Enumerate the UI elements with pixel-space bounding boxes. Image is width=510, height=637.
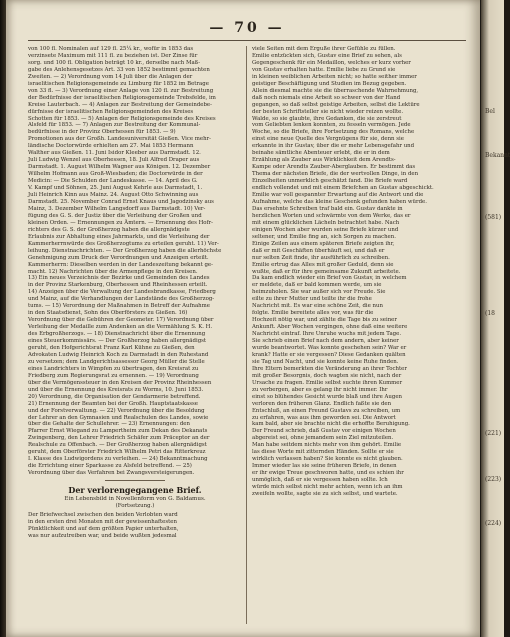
text-line: Der Freund schrieb, daß Gustav vor einigen Wochen: [252, 428, 396, 435]
text-line: krank? Hatte er sie vergessen? Diese Gedanken quälten: [252, 351, 406, 358]
text-line: Zwingenberg, den Lehrer Friedrich Schäfer zum Präceptor an der: [28, 435, 210, 442]
text-line: folgte. Emilie bereitete alles vor, was für die: [252, 310, 374, 317]
facing-page-fragment: (581): [485, 214, 502, 221]
text-line: macht. 12) Nachrichten über die Armenpflege in den Kreisen.: [28, 268, 198, 275]
text-line: 14) Anzeigen über die Verwaltung der Landesbrandkasse, Friedberg: [28, 289, 216, 296]
text-line: nur selten Zeit finde, ihr ausführlich zu schreiben.: [252, 254, 390, 261]
story-continuation-note: (Fortsetzung.): [115, 503, 155, 510]
text-line: daß er mit Geschäften überhäuft sei, und daß er: [252, 247, 385, 254]
text-line: Emilie war voll gespannter Erwartung auf die Antwort und die: [252, 192, 424, 199]
text-line: Einzelheiten unmerklich geschätzt fand. Die Briefe ward: [252, 178, 408, 185]
text-line: mit großer Besorgnis, doch wagten sie nicht, nach der: [252, 372, 402, 379]
text-line: gegangen, so daß selbst geistige Arbeiten, selbst die Lektüre: [252, 101, 420, 108]
text-line: Emilie ertrug das Alles mit großer Geduld, denn sie: [252, 261, 394, 268]
text-line: Nachricht mit. Es war eine schöne Zeit, die nun: [252, 303, 383, 310]
text-line: einst eine neue Quelle des Vergnügens für sie, denn sie: [252, 136, 404, 143]
text-line: einst so blühendes Gesicht wurde blaß und ihre Augen: [252, 393, 402, 400]
column-divider: [246, 46, 247, 624]
text-line: Der Briefwechsel zwischen den beiden Verlobten ward: [28, 512, 178, 519]
text-line: Immer wieder las sie seine früheren Briefe, in denen: [252, 463, 397, 470]
text-line: seltener, und Emilie fing an, sich Sorgen zu machen.: [252, 233, 396, 240]
facing-page-fragment: Bel: [485, 108, 495, 115]
text-line: eines Steuerkommissärs. — Der Großherzog haben allergnädigst: [28, 338, 207, 345]
text-line: Verordnung über die Gebühren der Geometer. 17) Verordnung über: [28, 317, 214, 324]
text-line: beinahe sämtliche Abenteuer erlebt, die er in dem: [252, 150, 390, 157]
text-line: vom Geliebten lenken konnten, zu fesseln vermögen. Jede: [252, 122, 411, 129]
text-line: 21) Ernennung der Beamten bei der Großh. Hauptstaatskasse: [28, 400, 198, 407]
header-rule: [28, 40, 466, 41]
text-line: mit einem glücklichen Lächeln betrachtet habe. Nach: [252, 219, 400, 226]
text-line: in den ersten drei Monaten mit der gewissenhaftesten: [28, 519, 177, 526]
text-line: Realschule zu Offenbach. — Der Großherzog haben allergnädigst: [28, 442, 207, 449]
text-line: eines Landrichters in Wimpfen zu übertragen, den Kreisrat zu: [28, 365, 199, 372]
text-line: Wilhelm Hofmann aus Groß-Wiesbaden; die Doctorwürde in der: [28, 171, 203, 178]
text-line: zu verbergen, aber es gelang ihr nicht immer. Ihr: [252, 386, 388, 393]
text-line: Einige Zeilen aus einem späteren Briefe zeigten ihr,: [252, 240, 395, 247]
text-line: Kammerherrnwürde des Großherzogtums zu erteilen geruht. 11) Ver-: [28, 240, 219, 247]
text-line: fügung des G. S. der Justiz über die Verleihung der Großen und: [28, 212, 202, 219]
text-line: verloren den früheren Glanz. Endlich faßte sie den: [252, 400, 392, 407]
story-subtitle: Ein Lebensbild in Novellenform von G. Baldamus.: [64, 496, 206, 503]
text-line: Woche, so die Briefe, ihre Fortsetzung des Romans, welche: [252, 129, 415, 136]
text-line: die Errichtung einer Sparkasse zu Alsfeld betreffend. — 25): [28, 463, 192, 470]
text-line: sorg. und 100 fl. Obligation beträgt 10 kr., derselbe nach Maß-: [28, 59, 201, 66]
text-line: Pünktlichkeit und auf dem größten Papier unterhalten,: [28, 526, 179, 532]
text-line: geruht, den Hofgerichtsrat Franz Karl Kühne zu Gießen, den: [28, 344, 195, 351]
text-line: über die Gehalte der Schullehrer. — 23) Ernennungen: den: [28, 421, 190, 428]
text-line: Allein diesmal machte sie die überraschende Wahrnehmung,: [252, 87, 419, 94]
text-line: Genehmigung zum Druck der Verordnungen und Anzeigen erteilt.: [28, 254, 209, 261]
left-column: [28, 46, 242, 626]
text-line: er ihr ewige Treue geschworen hatte, und es schien ihr: [252, 470, 404, 477]
text-line: Zweiten. — 2) Verordnung vom 14 Juli über die Anlagen der: [28, 73, 193, 80]
text-line: unmöglich, daß er sie vergessen haben sollte. Ich: [252, 477, 388, 484]
text-line: gabe des Anlehensgesetzes Art. 33 von 1852 bestimmt gemachten: [28, 66, 210, 73]
text-line: wurde beantwortet. Was konnte geschehen sein? War er: [252, 344, 407, 351]
text-line: Entschluß, an einen Freund Gustavs zu schreiben, um: [252, 407, 401, 414]
text-line: bedürfnisse in der Provinz Oberhessen für 1853. — 9): [28, 129, 176, 136]
text-line: Advokaten Ludwig Heinrich Koch zu Darmstadt in den Ruhestand: [28, 351, 209, 358]
text-line: israelitischen Religionsgemeinde zu Limburg für 1852 im Betrage: [28, 80, 209, 87]
text-line: ländische Doctorwürde erhielten am 27. Mai 1853 Hermann: [28, 143, 194, 150]
text-line: Nachricht eintraf. Ihre Unruhe wuchs mit jedem Tage.: [252, 331, 402, 338]
text-line: kam bald, aber sie brachte nicht die erhoffte Beruhigung.: [252, 421, 410, 428]
text-line: 20) Verordnung, die Organisation der Gendarmerie betreffend.: [28, 393, 201, 400]
text-line: von 100 fl. Nominalen auf 129 fl. 25¼ kr., wofür in 1853 das: [28, 46, 194, 52]
text-line: leihung. Dienstnachrichten. — Der Großherzog haben die allerhöchste: [28, 247, 222, 254]
text-line: der Bedürfnisse der israelitischen Religionsgemeinde Trebsfelde, im: [28, 94, 216, 101]
text-line: Sie schrieb einen Brief nach dem andern, aber keiner: [252, 338, 399, 345]
text-line: Ihre Eltern bemerkten die Veränderung an ihrer Tochter: [252, 365, 407, 372]
text-line: Friedberg zum Regierungsrat zu ernennen. — 19) Verordnung: [28, 372, 199, 379]
text-line: viele Seiten mit dem Erguße ihrer Gefühle zu füllen.: [252, 46, 396, 52]
text-line: von Gustav erhalten hatte. Emilie liebe zu Grund sie: [252, 66, 396, 73]
text-line: daß noch niemals eine Arbeit so schwer von der Hand: [252, 94, 401, 101]
text-line: kleinen Orden. — Ernennungen zu Ämtern. — Ernennung des Hofr-: [28, 219, 213, 226]
text-line: von 33 fl. — 3) Verordnung einer Anlage von 120 fl. zur Bestreitung: [28, 87, 214, 94]
text-line: Medicin: — Die Schulden der Landeskasse. — 14. April des G.: [28, 178, 198, 185]
text-line: Darmstadt. 25. November Conrad Ernst Knaus und Jagodzinsky aus: [28, 198, 214, 205]
text-line: Ankunft. Aber Wochen vergingen, ohne daß eine weitere: [252, 324, 408, 331]
text-line: tums. — 15) Verordnung der Maßnahmen in Betreff der Aufnahme: [28, 303, 210, 310]
text-line: Hochzeit nötig war, und zählte die Tage bis zu seiner: [252, 317, 397, 324]
text-line: Darmstadt. 1. August Wilhelm Wagner aus Königen. 12. Dezember: [28, 164, 211, 171]
text-line: verzinsete Maximum mit 111 fl. zu beziehen ist. Der Zinse für: [28, 52, 198, 59]
text-line: und der Forstverwaltung. — 22) Verordnung über die Besoldung: [28, 407, 205, 414]
text-line: Man habe seitdem nichts mehr von ihm gehört. Emilie: [252, 442, 402, 449]
text-line: Walther aus Gießen. 11. Juni Isidor Kleeber aus Darmstadt. 12.: [28, 150, 201, 157]
text-line: las diese Worte mit zitternden Händen. Sollte er sie: [252, 449, 394, 456]
text-line: Emilie entzückten sich, Gustav eine Brief zu sehen, als: [252, 52, 402, 59]
newspaper-page: [6, 0, 480, 637]
text-line: was nur aufzutreiben war, und beide wußten jedesmal: [28, 532, 177, 539]
text-line: abgereist sei, ohne jemandem sein Ziel mitzuteilen.: [252, 435, 394, 442]
text-line: Schotten für 1853. — 5) Anlagen der Religionsgemeinde des Kreises: [28, 115, 216, 122]
text-line: wirklich verlassen haben? Sie konnte es nicht glauben.: [252, 456, 403, 463]
text-line: geistiger Beschäftigung und Studien im Bezug gegeben.: [252, 80, 407, 87]
text-line: Thema der nächsten Briefe, die der wertvollen Dinge, in den: [252, 171, 419, 178]
text-line: Alsfeld für 1853. — 7) Anlagen zur Bestreitung der Kommunal-: [28, 122, 201, 129]
official-notices-text: [28, 46, 242, 477]
text-line: zu erfahren, was aus ihm geworden sei. Die Antwort: [252, 414, 396, 421]
text-line: erkannte in ihr Gustav, über die er mehr Lebensgefahr und: [252, 143, 415, 150]
text-line: Da kam endlich wieder ein Brief von Gustav, in welchem: [252, 275, 407, 282]
facing-page-fragment: (221): [485, 430, 502, 437]
text-line: des Erbgroßherzogs. — 18) Dienstnachricht über die Ernennung: [28, 331, 206, 338]
text-line: Kreise Lauterbach. — 4) Anlagen zur Bestreitung der Gemeindebe-: [28, 101, 212, 108]
text-line: Mainz, 3. Dezember Wilhelm Langsdorff aus Darmstadt. 10) Ver-: [28, 205, 206, 212]
text-line: und Mainz, auf die Verhandlungen der Landstände des Großherzog-: [28, 296, 215, 303]
text-line: Erzählung als Zauber aus Wirklichkeit dem Arendts-: [252, 157, 396, 164]
text-line: Verleihung der Medaille zum Andenken an die Vermählung S. K. H.: [28, 324, 213, 331]
text-line: er meldete, daß er bald kommen werde, um sie: [252, 282, 382, 289]
text-line: Erlaubnis zur Abhaltung eines Jahrmarkts, und die Verleihung der: [28, 233, 210, 240]
text-line: einigen Wochen aber wurden seine Briefe kürzer und: [252, 226, 399, 233]
text-line: in kleinen weiblichen Arbeiten nicht; so hatte seither immer: [252, 73, 417, 80]
text-line: in der Provinz Starkenburg, Oberhessen und Rheinhessen erteilt.: [28, 282, 208, 289]
text-line: Walde, so sie glaubte, ihre Gedanken, die sie zerstreut: [252, 115, 402, 122]
story-text-start: [28, 512, 242, 540]
facing-page-fragment: Bekannt: [485, 152, 510, 159]
story-title: Der verlorengegangene Brief.: [68, 485, 202, 496]
text-line: heimzuholen. Sie war außer sich vor Freude. Sie: [252, 289, 386, 296]
facing-page-fragment: (223): [485, 476, 502, 483]
text-line: in den Staatsdienst, Sohn des Oberförsters zu Gießen. 16): [28, 310, 188, 317]
text-line: der Lehrer an den Gymnasien und Realschulen des Landes, sowie: [28, 414, 209, 421]
text-line: geruht, dem Oberförster Friedrich Wilhelm Petri das Ritterkreuz: [28, 449, 206, 456]
text-line: über die Vermögenssteuer in den Kreisen der Provinz Rheinhessen: [28, 379, 212, 386]
text-line: 13) Ein neues Verzeichnis der Bezirke und Gemeinden des Landes: [28, 275, 210, 282]
text-line: Juli Ludwig Wenzel aus Oberhessen, 18. Juli Alfred Draper aus: [28, 157, 200, 164]
text-line: der besten Schriftsteller sie nicht wieder reizen wollte.: [252, 108, 404, 115]
text-line: Aufnahme, welche das kleine Geschenk gefunden haben würde.: [252, 198, 427, 205]
text-line: Gegengeschenk für ein Medaillon, welches er kurz vorher: [252, 59, 411, 66]
text-line: wußte, daß er für ihre gemeinsame Zukunft arbeitete.: [252, 268, 401, 275]
text-line: Das ersehnte Schreiben traf bald ein. Gustav dankte in: [252, 205, 403, 212]
text-line: Kammerherrn: Dieselben werden in der Landeszeitung bekannt ge-: [28, 261, 213, 268]
text-line: dürfnisse der israelitischen Religionsgemeinden des Kreises: [28, 108, 194, 115]
text-line: Kampe oder Arendts Zauber-Aberglauben. Er bestimmt das: [252, 164, 416, 171]
text-line: Verordnung über das Verfahren bei Zwangsversteigerungen.: [28, 470, 195, 477]
right-column: [252, 46, 466, 626]
page-number: — 70 —: [209, 20, 285, 36]
text-line: richters des G. S. der Großherzog haben die allergnädigste: [28, 226, 190, 233]
facing-page-fragment: (224): [485, 520, 502, 527]
text-line: V. Kampf und Söhnen, 25. Juni August Kehrle aus Darmstadt, 1.: [28, 185, 203, 192]
text-line: eilte zu ihrer Mutter und teilte ihr die frohe: [252, 296, 372, 303]
facing-page-edge: [481, 0, 510, 637]
facing-page-fragment: (18: [485, 310, 495, 317]
text-line: Juli Heinrich Kinn aus Mainz. 24. August Otto Schwinning aus: [28, 192, 199, 199]
text-line: zweifeln wollte, sagte sie zu sich selbst, und wartete.: [252, 491, 398, 497]
text-line: I. Klasse des Ludwigordens zu verleihen. — 24) Bekanntmachung: [28, 456, 208, 463]
text-line: Promotionen aus der Großh. Landesuniversität Gießen. Vice mehr-: [28, 136, 211, 143]
text-line: zu versetzen; dem Landgerichtsassessor Georg Müller die Stelle: [28, 358, 205, 365]
text-line: endlich vollendet und mit einem Briefchen an Gustav abgeschickt.: [252, 185, 434, 192]
text-line: sie Tag und Nacht, und sie konnte keine Ruhe finden.: [252, 358, 399, 365]
text-line: herzlichen Worten und schwärmte von dem Werke, das er: [252, 212, 411, 219]
text-line: Pfarrer Ernst Wiegand zu Lampertheim zum Dekan des Dekanats: [28, 428, 208, 435]
text-line: würde mich selbst nicht mehr achten, wenn ich an ihm: [252, 484, 403, 491]
section-separator: [105, 480, 165, 481]
text-line: und über die Ernennung des Kreisrats zu Worms, 10. Juni 1853.: [28, 386, 204, 393]
text-line: Ursache zu fragen. Emilie selbst suchte ihren Kummer: [252, 379, 403, 386]
